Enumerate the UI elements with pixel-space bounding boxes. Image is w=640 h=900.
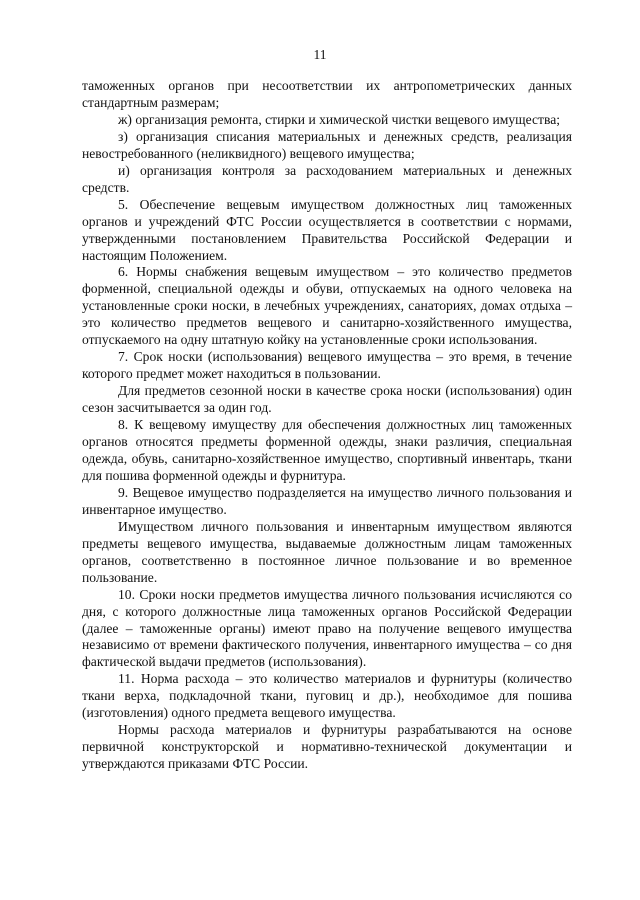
paragraph-5: 5. Обеспечение вещевым имуществом должностных лиц таможенных органов и учреждений ФТС России осуществляется в соответствии с нормами, утвержденными постановлением Правительства Российской Федерации и настоящим Положением.: [82, 196, 572, 263]
paragraph-9: 9. Вещевое имущество подразделяется на имущество личного пользования и инвентарное имущество.: [82, 484, 572, 517]
document-body: [82, 78, 572, 773]
paragraph-11: 11. Норма расхода – это количество материалов и фурнитуры (количество ткани верха, подкладочной ткани, пуговиц и др.), необходимое для пошива (изготовления) одного предмета вещевого имущества.: [82, 671, 572, 721]
paragraph-continuation: таможенных органов при несоответствии их антропометрических данных стандартным размерам;: [82, 78, 572, 110]
paragraph-7: 7. Срок носки (использования) вещевого имущества – это время, в течение которого предмет может находиться в пользовании.: [82, 349, 572, 382]
paragraph-item-i: и) организация контроля за расходованием материальных и денежных средств.: [82, 162, 572, 195]
paragraph-item-z: з) организация списания материальных и денежных средств, реализация невостребованного (неликвидного) вещевого имущества;: [82, 128, 572, 161]
paragraph-9-definition: Имуществом личного пользования и инвентарным имуществом являются предметы вещевого имущества, выдаваемые должностным лицам таможенных органов, соответственно в постоянное личное пользование и во временное пользование.: [82, 518, 572, 585]
paragraph-11-norms: Нормы расхода материалов и фурнитуры разрабатываются на основе первичной конструкторской и нормативно-технической документации и утверждаются приказами ФТС России.: [82, 722, 572, 772]
paragraph-10: 10. Сроки носки предметов имущества личного пользования исчисляются со дня, с которого должностные лица таможенных органов Российской Федерации (далее – таможенные органы) имеют право на получение вещевого имущества независимо от времени фактического получения, инвентарного имущества – со дня фактической выдачи предметов (использования).: [82, 586, 572, 670]
paragraph-6: 6. Нормы снабжения вещевым имуществом – это количество предметов форменной, специальной одежды и обуви, отпускаемых на одного человека на установленные сроки носки, в лечебных учреждениях, санаториях, домах отдыха – это количество предметов вещевого и санитарно-хозяйственного имущества, отпускаемого на одну штатную койку на установленные сроки использования.: [82, 264, 572, 348]
paragraph-8: 8. К вещевому имуществу для обеспечения должностных лиц таможенных органов относятся предметы форменной одежды, знаки различия, специальная одежда, обувь, санитарно-хозяйственное имущество, спортивный инвентарь, ткани для пошива форменной одежды и фурнитура.: [82, 417, 572, 483]
paragraph-item-zh: ж) организация ремонта, стирки и химической чистки вещевого имущества;: [118, 111, 561, 127]
page-number: 11: [313, 47, 327, 62]
paragraph-7-seasonal: Для предметов сезонной носки в качестве срока носки (использования) один сезон засчитывается за один год.: [82, 383, 572, 416]
